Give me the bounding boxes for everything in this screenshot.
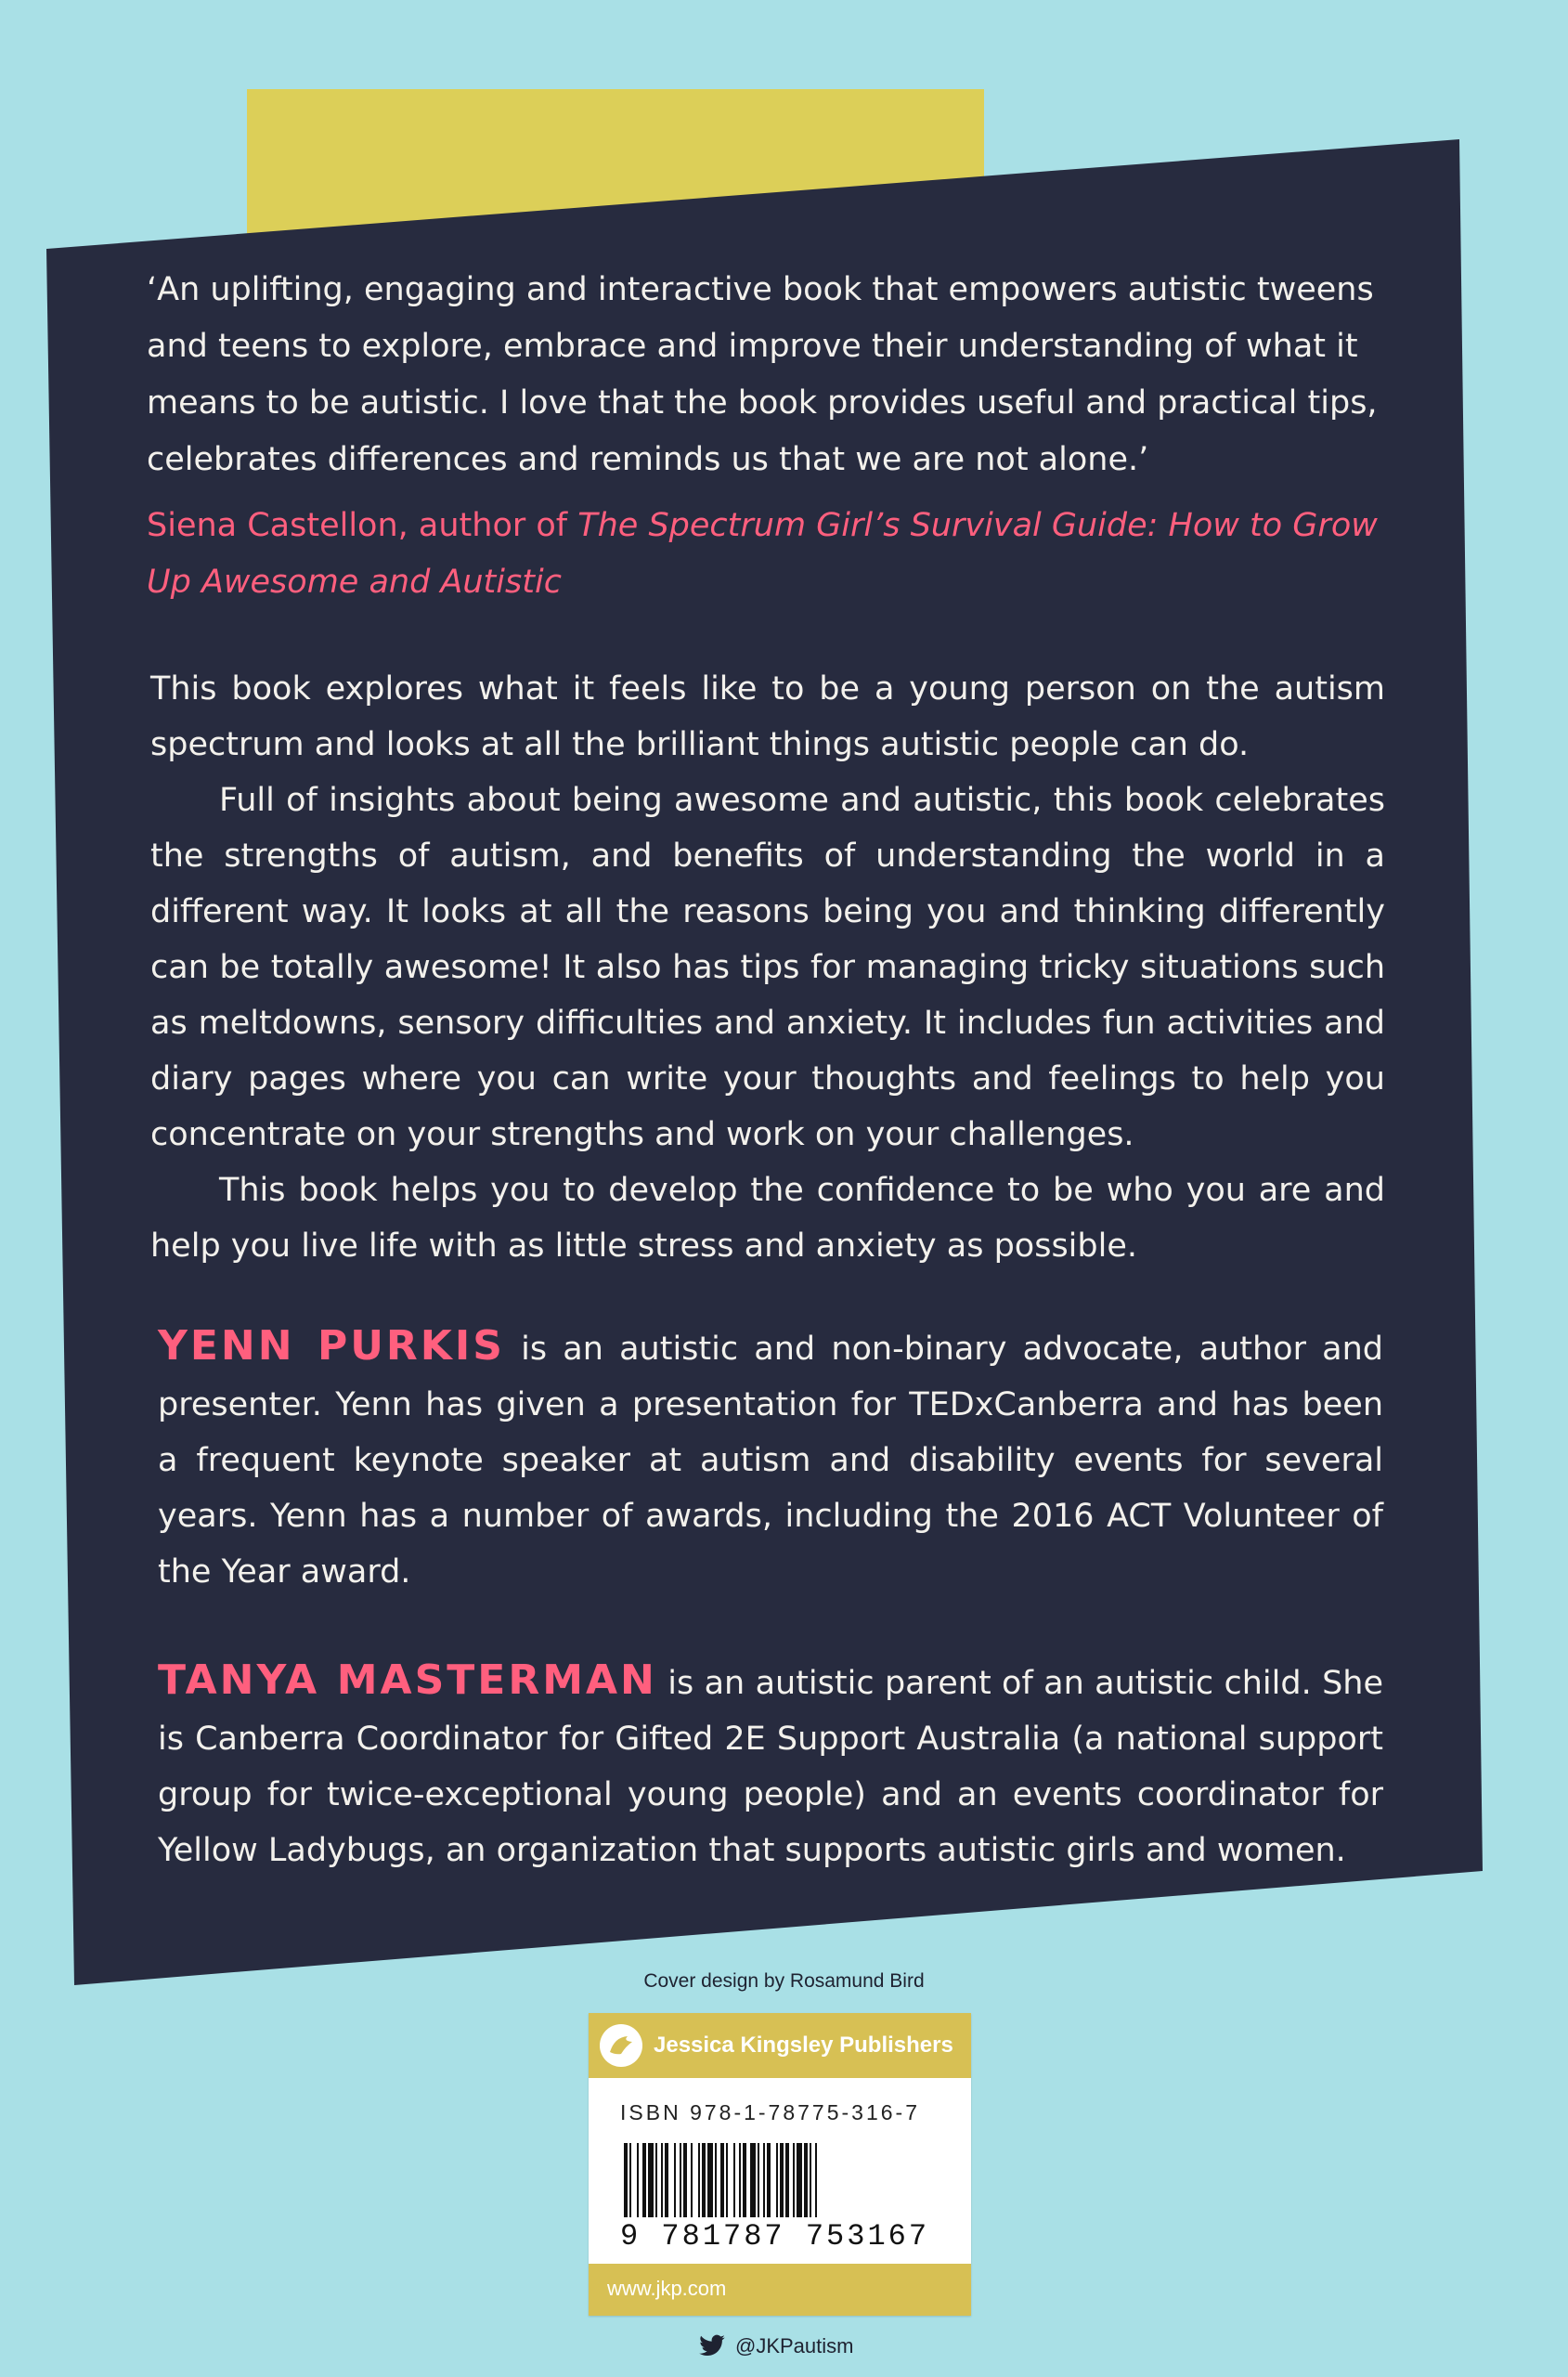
publisher-website[interactable]: www.jkp.com bbox=[607, 2277, 727, 2300]
jkp-bird-logo-icon bbox=[600, 2024, 642, 2067]
book-description bbox=[150, 661, 1385, 1274]
barcode-label bbox=[589, 2013, 971, 2316]
quote-attribution bbox=[147, 498, 1381, 611]
publisher-band bbox=[589, 2013, 971, 2078]
description-paragraph: Full of insights about being awesome and autistic, this book celebrates the strengths of autism, and benefits of understanding the world in a different way. It looks at all the reasons being you and thinking differently can be totally awesome! It also has tips for managing tricky situations such as meltdowns, sensory difficulties and anxiety. It includes fun activities and diary pages where you can write your thoughts and feelings to help you concentrate on your strengths and work on your challenges. bbox=[150, 782, 1385, 1153]
description-paragraph: This book explores what it feels like to be a young person on the autism spectrum and looks at all the brilliant things autistic people can do. bbox=[150, 670, 1385, 763]
author-name: YENN PURKIS bbox=[158, 1322, 505, 1370]
author-bio-text: is an autistic and non-binary advocate, author and presenter. Yenn has given a presentation for TEDxCanberra and has been a frequent keynote speaker at autism and disability events for several years. Yenn has a number of awards, including the 2016 ACT Volunteer of the Year award. bbox=[158, 1331, 1384, 1591]
review-quote: ‘An uplifting, engaging and interactive book that empowers autistic tweens and teens to explore, embrace and improve their understanding of what it means to be autistic. I love that the book provides useful and practical tips, celebrates differences and reminds us that we are not alone.’ bbox=[147, 271, 1378, 478]
author-bio bbox=[158, 1653, 1383, 1878]
twitter-handle[interactable]: @JKPautism bbox=[735, 2334, 854, 2358]
barcode-bars bbox=[622, 2143, 938, 2217]
twitter-handle-group bbox=[698, 2334, 853, 2358]
attribution-name: Siena Castellon, author of bbox=[147, 507, 578, 544]
author-name: TANYA MASTERMAN bbox=[158, 1656, 657, 1704]
twitter-bird-icon bbox=[698, 2334, 726, 2358]
isbn-text: ISBN 978-1-78775-316-7 bbox=[620, 2100, 920, 2124]
publisher-name: Jessica Kingsley Publishers bbox=[654, 2033, 953, 2058]
website-band bbox=[589, 2264, 971, 2316]
cover-design-credit: Cover design by Rosamund Bird bbox=[643, 1970, 925, 1992]
attribution-book-title: The Spectrum Girl’s Survival Guide: How to Grow Up Awesome and Autistic bbox=[147, 507, 1378, 601]
description-paragraph: This book helps you to develop the confidence to be who you are and help you live life with as little stress and anxiety as possible. bbox=[150, 1172, 1385, 1265]
author-bio bbox=[158, 1318, 1383, 1600]
barcode-digits: 9 781787 753167 bbox=[620, 2219, 930, 2254]
author-bio-text: is an autistic parent of an autistic child. She is Canberra Coordinator for Gifted 2E Support Australia (a national support group for twice-exceptional young people) and an events coordinator for Yellow Ladybugs, an organization that supports autistic girls and women. bbox=[158, 1665, 1384, 1869]
